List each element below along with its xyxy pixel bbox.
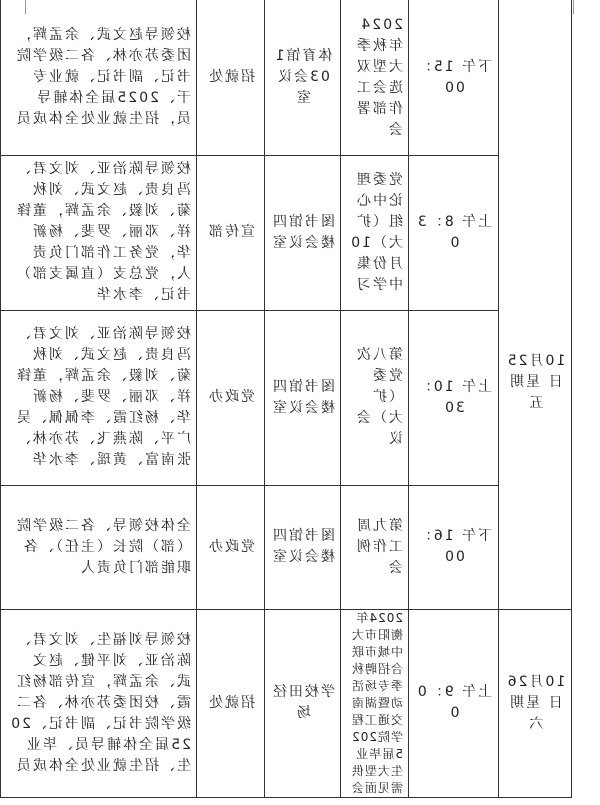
dept-cell: 宣传部 <box>207 224 255 240</box>
place-cell: 图书馆四楼会议室 <box>271 213 335 251</box>
dept-cell: 招就处 <box>207 69 255 85</box>
attendees-cell: 校领导陈治亚、刘文君、冯良贵、赵文武、刘秋菊、刘毅、余孟辉，董锋祥、邓丽、罗斐、杨新华，党务工作部门负责人，党总支（直属支部）书记、李水华 <box>15 161 191 303</box>
event-cell: 2024年衡阳市大中城市联合招聘秋季专场活动暨湖南交通工程学院2025届毕业生大型供需见面会 <box>350 610 403 795</box>
event-cell: 党委理论中心组（扩大）10月份集中学习 <box>349 171 403 293</box>
time-cell: 下午 15：00 <box>415 58 493 96</box>
time-cell: 上午 8：30 <box>415 213 493 251</box>
attendees-cell: 全体校领导、各二级学院（部）院长（主任）、各职能部门负责人 <box>15 517 191 576</box>
time-cell: 上午 10：30 <box>415 378 493 416</box>
attendees-cell: 校领导赵文武、余孟辉，团委苏亦林、各二级学院书记、副书记、就业专干、2025届全体辅导员，招生就业处全体成员 <box>15 27 191 127</box>
event-cell: 第八次党委（扩大）会议 <box>355 347 403 447</box>
time-cell: 下午 16：00 <box>415 528 493 565</box>
place-cell: 图书馆四楼会议室 <box>271 528 335 565</box>
place-cell: 体育馆103会议室 <box>273 48 333 106</box>
dept-cell: 党政办 <box>207 538 255 555</box>
grid-line <box>0 797 572 798</box>
date-cell: 10月25日 星期五 <box>505 352 566 411</box>
time-cell: 上午 9：00 <box>415 684 493 721</box>
margin-mark <box>573 0 574 14</box>
attendees-cell: 校领导刘福生、刘文君、陈治亚、刘平健、赵文武、余孟辉，宣传部杨红霞、校团委苏亦林、各二级学院书记、副书记、2025届全体辅导员、毕业生、招生就业处全体成员 <box>9 631 191 774</box>
date-cell: 10月26日 星期六 <box>505 673 566 732</box>
dept-cell: 招就处 <box>207 694 255 711</box>
dept-cell: 党政办 <box>207 389 255 405</box>
place-cell: 图书馆四楼会议室 <box>271 378 335 416</box>
event-cell: 第九周工作例会 <box>355 517 403 576</box>
event-cell: 2024年秋季大型双选会工作部署会 <box>355 16 403 138</box>
attendees-cell: 校领导陈治亚、刘文君、冯良贵、赵文武、刘秋菊、刘毅、余孟辉，董锋祥、邓丽、罗斐、杨新华、杨红霞、李佩佩、吴广平、陈燕飞、苏亦林、张南富、黄瑶、李水华 <box>15 326 191 468</box>
place-cell: 学校田径场 <box>271 684 335 721</box>
